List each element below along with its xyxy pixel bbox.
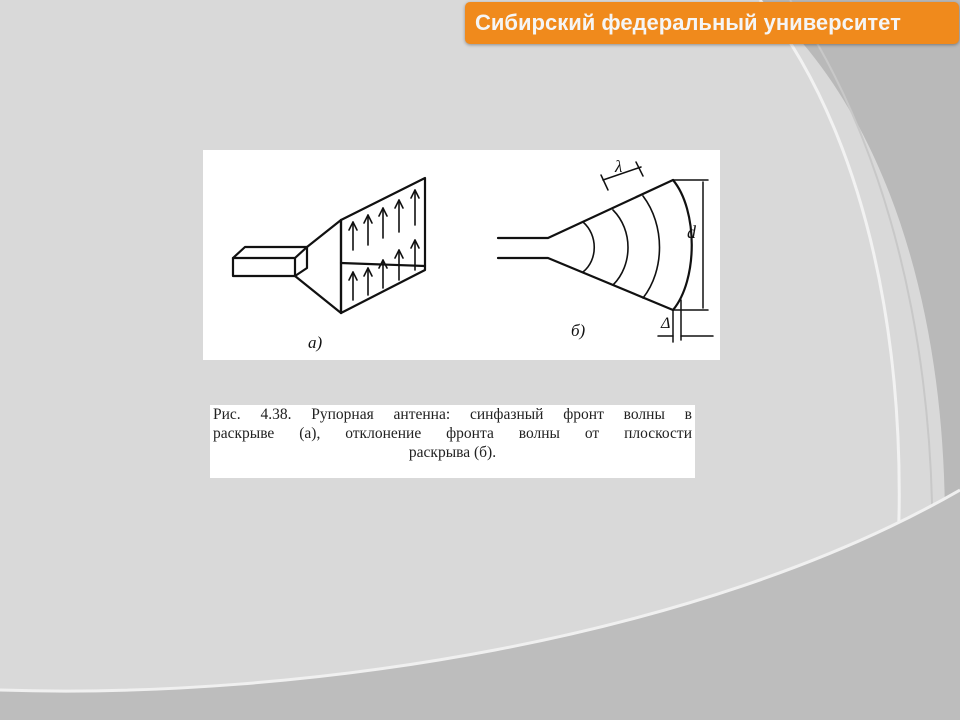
horn-antenna-drawing (203, 150, 720, 360)
label-b: б) (571, 321, 586, 340)
university-title-badge (465, 2, 959, 44)
horn-flare (295, 178, 425, 313)
caption-line-3: раскрыва (б). (408, 444, 497, 461)
caption-line-1: Рис. 4.38. Рупорная антенна: синфазный фронт волны в (213, 406, 692, 423)
caption-line-2: раскрыве (а), отклонение фронта волны от плоскости (213, 425, 692, 442)
wavefronts (583, 196, 660, 298)
label-lambda: λ (615, 157, 623, 176)
label-a: а) (308, 333, 323, 352)
horn-antenna-figure (203, 150, 720, 360)
dimension-lines (601, 162, 713, 342)
university-title: Сибирский федеральный университет (475, 10, 901, 35)
figure-caption (210, 405, 695, 478)
field-arrows (349, 190, 419, 300)
label-d: d (687, 222, 696, 242)
label-delta: Δ (661, 315, 671, 332)
waveguide-feed (233, 247, 307, 276)
